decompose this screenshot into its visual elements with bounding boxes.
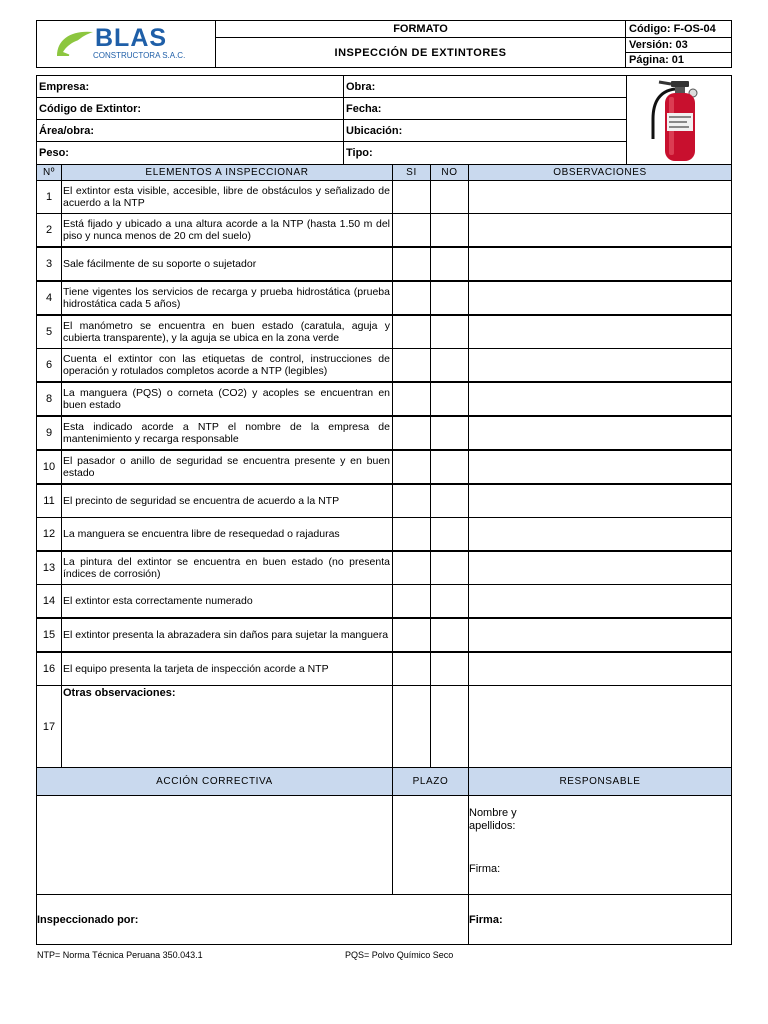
inspector-signature-field[interactable]: Firma: [468,894,732,945]
inspection-item-text: El extintor esta visible, accesible, libre de obstáculos y señalizado de acuerdo a la NTP [63,185,390,209]
deadline-input[interactable] [392,795,469,895]
observation-input[interactable] [468,618,732,652]
inspection-item [61,281,393,315]
si-checkbox-cell[interactable] [392,416,431,450]
other-observations-cell[interactable] [61,685,393,768]
row-number: 6 [36,348,62,382]
col-header-deadline: PLAZO [392,767,469,796]
no-checkbox-cell[interactable] [430,618,469,652]
inspection-item-text: El equipo presenta la tarjeta de inspección acorde a NTP [63,663,329,675]
no-checkbox-cell[interactable] [430,450,469,484]
si-checkbox-cell[interactable] [392,450,431,484]
row-number: 17 [36,685,62,768]
si-checkbox-cell[interactable] [392,584,431,618]
inspection-item-text: Tiene vigentes los servicios de recarga y prueba hidrostática (prueba hidrostática cada 5 años) [63,286,390,310]
row-number: 4 [36,281,62,315]
row-number: 14 [36,584,62,618]
no-checkbox-cell[interactable] [430,416,469,450]
obra-field[interactable]: Obra: [343,75,627,98]
row-number: 10 [36,450,62,484]
ubicacion-field[interactable]: Ubicación: [343,119,627,142]
other-no-cell[interactable] [430,685,469,768]
no-checkbox-cell[interactable] [430,180,469,214]
col-header-si: SI [392,164,431,181]
no-checkbox-cell[interactable] [430,315,469,349]
si-checkbox-cell[interactable] [392,618,431,652]
row-number: 9 [36,416,62,450]
corrective-action-input[interactable] [36,795,393,895]
no-checkbox-cell[interactable] [430,281,469,315]
responsible-signature-label: Firma: [469,863,501,875]
document-page: Página: 01 [625,52,732,68]
row-number: 3 [36,247,62,281]
observation-input[interactable] [468,652,732,686]
inspection-item [61,584,393,618]
no-checkbox-cell[interactable] [430,551,469,585]
responsible-cell[interactable] [468,795,732,895]
no-checkbox-cell[interactable] [430,652,469,686]
inspection-item-text: El extintor esta correctamente numerado [63,595,253,607]
row-number: 16 [36,652,62,686]
si-checkbox-cell[interactable] [392,551,431,585]
si-checkbox-cell[interactable] [392,517,431,551]
observation-input[interactable] [468,416,732,450]
inspection-item [61,517,393,551]
inspection-item [61,450,393,484]
extinguisher-image-cell [626,75,732,165]
fire-extinguisher-icon [645,79,715,163]
inspection-item [61,416,393,450]
inspection-item-text: El pasador o anillo de seguridad se encuentra presente y en buen estado [63,455,390,479]
col-header-no: NO [430,164,469,181]
inspection-item [61,213,393,247]
col-header-corrective-action: ACCIÓN CORRECTIVA [36,767,393,796]
inspection-item [61,348,393,382]
inspection-item [61,315,393,349]
inspection-item-text: El extintor presenta la abrazadera sin daños para sujetar la manguera [63,629,389,641]
no-checkbox-cell[interactable] [430,484,469,518]
peso-field[interactable]: Peso: [36,141,344,165]
inspected-by-field[interactable]: Inspeccionado por: [36,894,469,945]
logo-title: BLAS [95,24,168,52]
si-checkbox-cell[interactable] [392,348,431,382]
observation-input[interactable] [468,551,732,585]
inspection-item [61,180,393,214]
inspection-item-text: Esta indicado acorde a NTP el nombre de la empresa de mantenimiento y recarga responsable [63,421,390,445]
col-header-responsible: RESPONSABLE [468,767,732,796]
codigo-extintor-field[interactable]: Código de Extintor: [36,97,344,120]
inspection-item-text: Sale fácilmente de su soporte o sujetador [63,258,257,270]
responsible-name-label: Nombre y apellidos: [469,807,517,832]
document-title: INSPECCIÓN DE EXTINTORES [215,37,626,68]
row-number: 12 [36,517,62,551]
observation-input[interactable] [468,382,732,416]
observation-input[interactable] [468,584,732,618]
no-checkbox-cell[interactable] [430,517,469,551]
si-checkbox-cell[interactable] [392,652,431,686]
row-number: 1 [36,180,62,214]
observation-input[interactable] [468,247,732,281]
observation-input[interactable] [468,180,732,214]
inspection-item [61,652,393,686]
empresa-field[interactable]: Empresa: [36,75,344,98]
logo-cell [36,20,216,68]
inspection-item-text: Cuenta el extintor con las etiquetas de control, instrucciones de operación y rotulados completos acorde a NTP (legibles) [63,353,390,377]
area-obra-field[interactable]: Área/obra: [36,119,344,142]
no-checkbox-cell[interactable] [430,382,469,416]
si-checkbox-cell[interactable] [392,213,431,247]
row-number: 11 [36,484,62,518]
observation-input[interactable] [468,348,732,382]
si-checkbox-cell[interactable] [392,180,431,214]
inspection-item-text: La pintura del extintor se encuentra en buen estado (no presenta índices de corrosión) [63,556,390,580]
si-checkbox-cell[interactable] [392,484,431,518]
observation-input[interactable] [468,484,732,518]
row-number: 13 [36,551,62,585]
si-checkbox-cell[interactable] [392,247,431,281]
other-si-cell[interactable] [392,685,431,768]
inspection-item [61,247,393,281]
inspection-item-text: La manguera (PQS) o corneta (CO2) y acoples se encuentran en buen estado [63,387,390,411]
row-number: 5 [36,315,62,349]
col-header-number: Nº [36,164,62,181]
footnote-pqs: PQS= Polvo Químico Seco [345,950,454,960]
no-checkbox-cell[interactable] [430,584,469,618]
no-checkbox-cell[interactable] [430,213,469,247]
observation-input[interactable] [468,213,732,247]
observation-input[interactable] [468,517,732,551]
row-number: 15 [36,618,62,652]
no-checkbox-cell[interactable] [430,348,469,382]
inspection-item [61,484,393,518]
inspection-item-text: El precinto de seguridad se encuentra de acuerdo a la NTP [63,495,340,507]
inspection-item [61,618,393,652]
logo-subtitle: CONSTRUCTORA S.A.C. [93,51,186,60]
col-header-elements: ELEMENTOS A INSPECCIONAR [61,164,393,181]
row-number: 8 [36,382,62,416]
tipo-field[interactable]: Tipo: [343,141,627,165]
inspection-item-text: La manguera se encuentra libre de resequedad o rajaduras [63,528,340,540]
si-checkbox-cell[interactable] [392,315,431,349]
observation-input[interactable] [468,281,732,315]
si-checkbox-cell[interactable] [392,382,431,416]
col-header-observations: OBSERVACIONES [468,164,732,181]
other-observations-label: Otras observaciones: [63,687,176,699]
footnote-ntp: NTP= Norma Técnica Peruana 350.043.1 [37,950,203,960]
other-observations-input[interactable] [468,685,732,768]
inspection-item [61,551,393,585]
row-number: 2 [36,213,62,247]
document-code: Código: F-OS-04 [625,20,732,38]
observation-input[interactable] [468,315,732,349]
no-checkbox-cell[interactable] [430,247,469,281]
si-checkbox-cell[interactable] [392,281,431,315]
inspection-item-text: El manómetro se encuentra en buen estado (caratula, aguja y cubierta transparente), y la aguja se ubica en la zona verde [63,320,390,344]
observation-input[interactable] [468,450,732,484]
format-label: FORMATO [215,20,626,38]
fecha-field[interactable]: Fecha: [343,97,627,120]
inspection-item-text: Está fijado y ubicado a una altura acorde a la NTP (hasta 1.50 m del piso y nunca menos de 20 cm del suelo) [63,218,390,242]
document-version: Versión: 03 [625,37,732,53]
inspection-item [61,382,393,416]
